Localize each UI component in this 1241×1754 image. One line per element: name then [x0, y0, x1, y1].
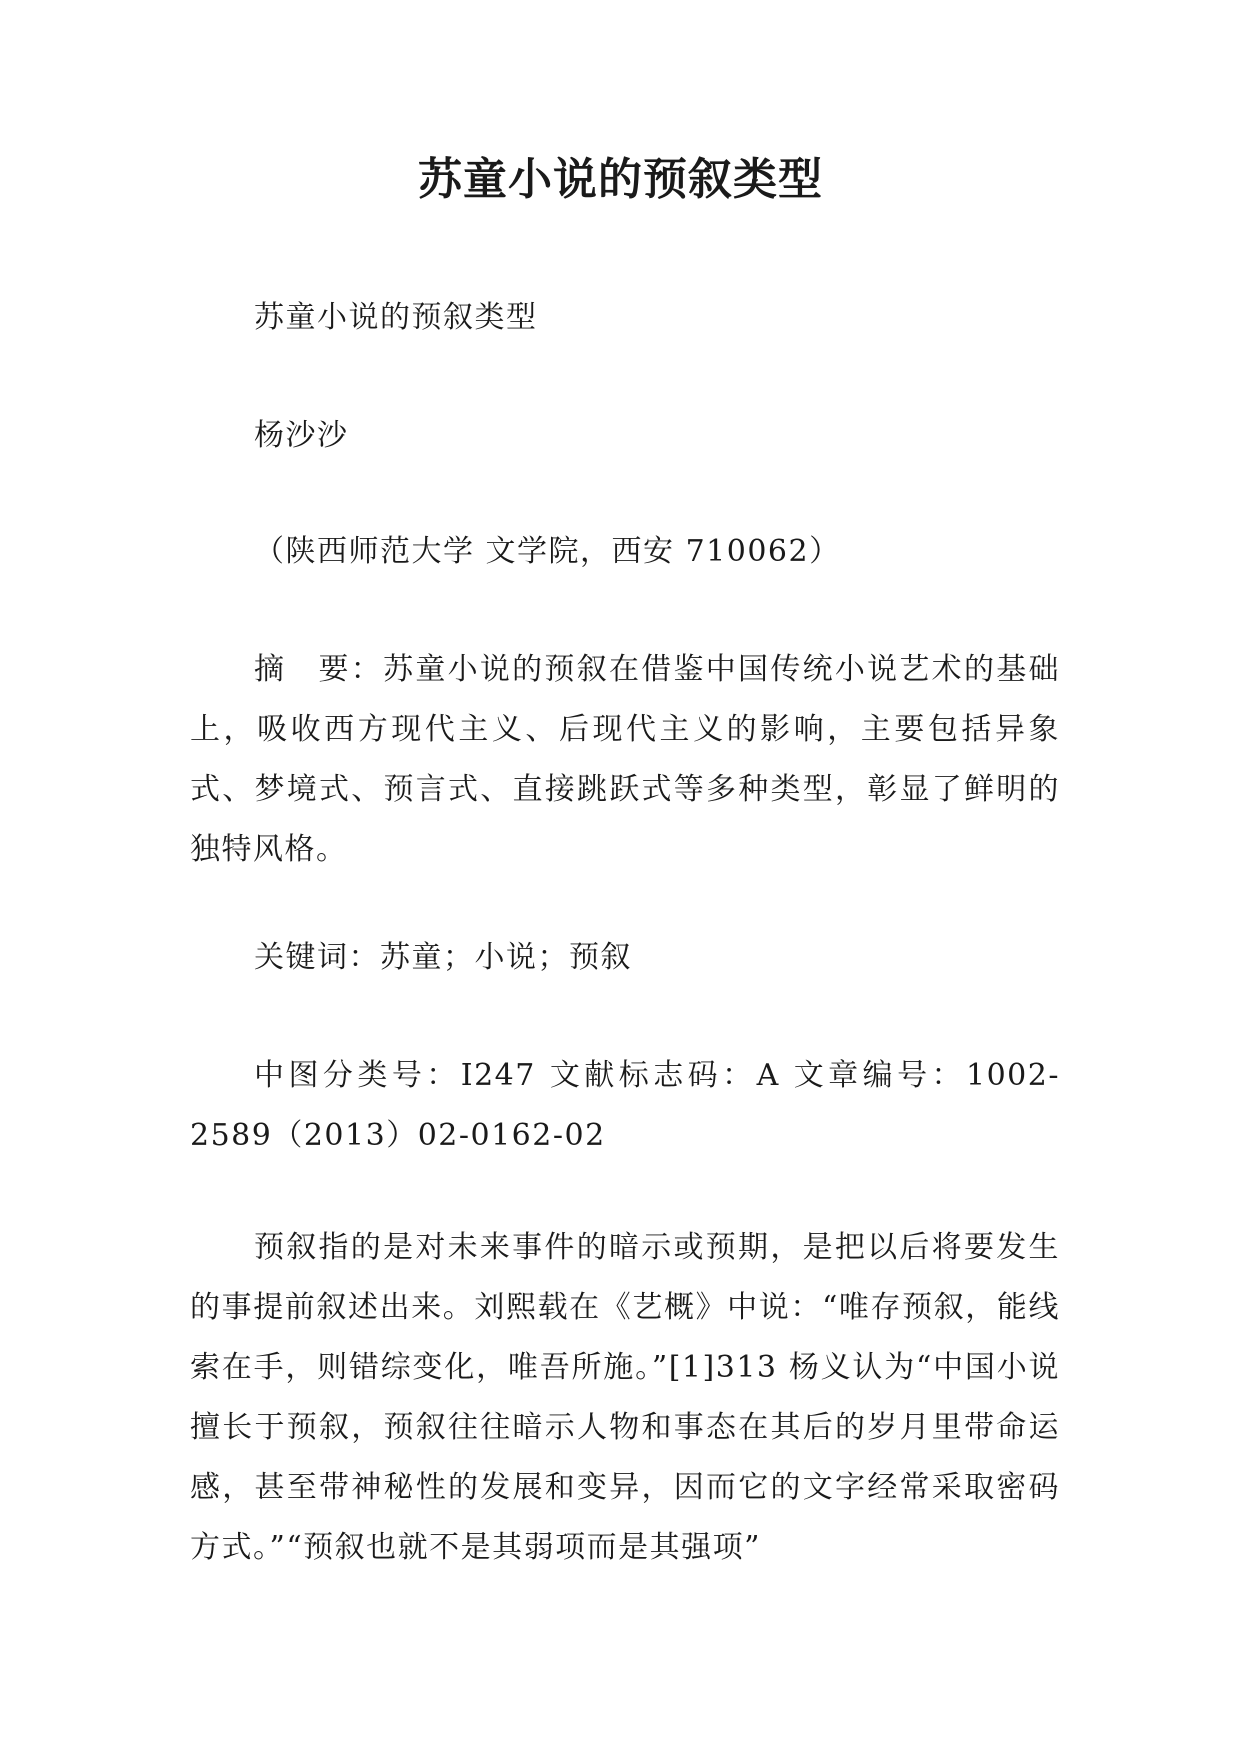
classification-line: 中图分类号：I247 文献标志码：A 文章编号：1002-2589（2013）02-0162-02 — [190, 1058, 1060, 1153]
document-title: 苏童小说的预叙类型 — [418, 154, 823, 205]
keywords-line: 关键词：苏童；小说；预叙 — [254, 940, 632, 975]
abstract-paragraph: 摘 要：苏童小说的预叙在借鉴中国传统小说艺术的基础上，吸收西方现代主义、后现代主义的影响，主要包括异象式、梦境式、预言式、直接跳跃式等多种类型，彰显了鲜明的独特风格。 — [190, 652, 1060, 867]
author-name: 杨沙沙 — [254, 418, 349, 453]
article-subtitle: 苏童小说的预叙类型 — [254, 300, 538, 335]
author-affiliation: （陕西师范大学 文学院，西安 710062） — [254, 534, 841, 569]
body-paragraph: 预叙指的是对未来事件的暗示或预期，是把以后将要发生的事提前叙述出来。刘熙载在《艺概》中说：“唯存预叙，能线索在手，则错综变化，唯吾所施。”[1]313 杨义认为“中国小说擅长于预叙，预叙往往暗示人物和事态在其后的岁月里带命运感，甚至带神秘性的发展和变异，因而它的文字经常采取密码方式。”“预叙也就不是其弱项而是其强项” — [190, 1230, 1060, 1565]
